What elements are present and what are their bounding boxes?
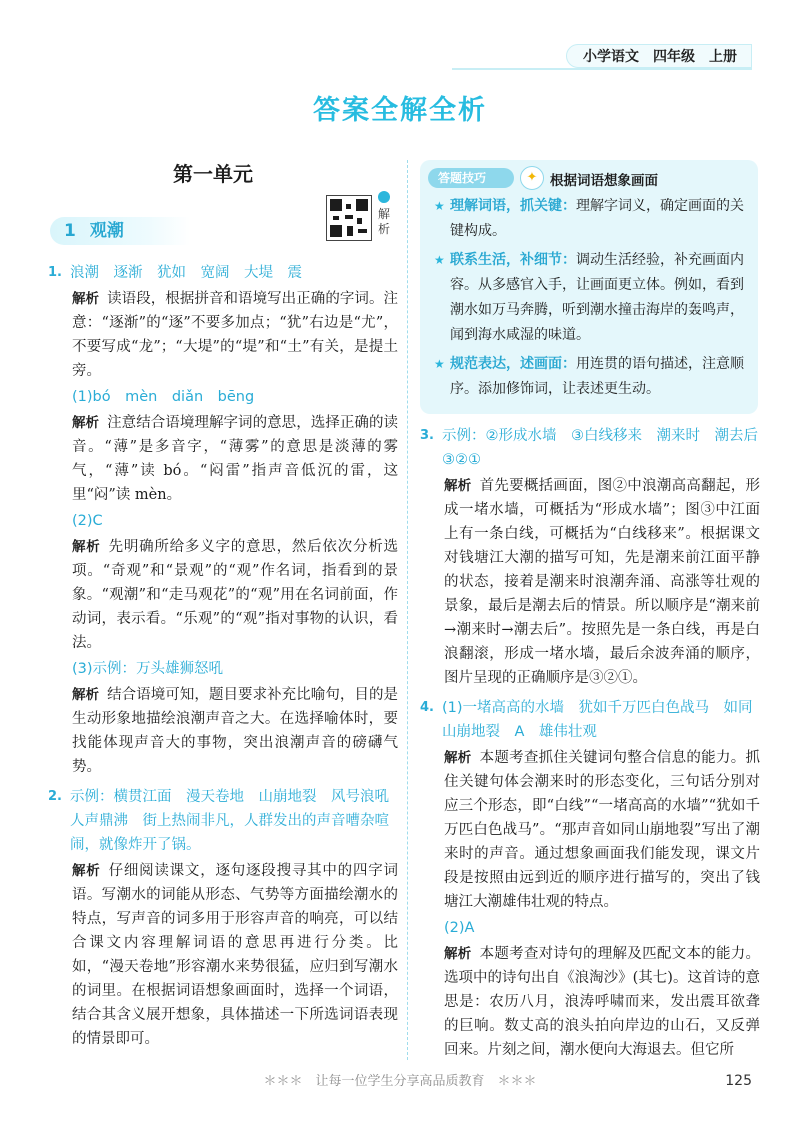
q1-sub1-answer: (1)bó mèn diǎn bēng	[72, 389, 255, 405]
q3-analysis-text: 首先要概括画面，图②中浪潮高高翻起，形成一堵水墙，可概括为“形成水墙”；图③中江面上有一条白线，可概括为“白线移来”。根据课文对钱塘江大潮的描写可知，先是潮来前江面平静的状态，接着是潮来时浪潮奔涌、高涨等壮观的景象，最后是潮去后的情景。所以顺序是“潮来前→潮来时→潮去后”。按照先是一条白线，再是白浪翻滚，形成一堵水墙，最后余波奔涌的顺序，图片呈现的正确顺序是③②①。	[444, 478, 761, 686]
analysis-label: 解析	[72, 863, 101, 879]
lesson-tag	[50, 217, 190, 245]
tip-item	[434, 352, 744, 402]
q1-sub3-answer: (3)示例：万头雄狮怒吼	[72, 661, 224, 677]
unit-title: 第一单元	[173, 162, 253, 186]
analysis-label: 解析	[72, 687, 100, 703]
left-column	[48, 150, 404, 1051]
tip-item-head: 理解词语，抓关键：	[450, 198, 576, 214]
q4-analysis	[420, 746, 760, 914]
qr-label: 解析	[378, 207, 391, 236]
q2-number: 2.	[48, 789, 62, 804]
star-icon: ★	[434, 253, 445, 267]
q1-analysis-text: 读语段，根据拼音和语境写出正确的字词。注意：“逐渐”的“逐”不要多加点；“犹”右边是“尤”，不要写成“龙”；“大堤”的“堤”和“土”有关，是提土旁。	[72, 291, 399, 379]
tip-item-text: 理解字词义，确定画面的关键构成。	[450, 198, 744, 239]
q4-answer	[420, 696, 760, 744]
q2-answer-text: 示例：横贯江面 漫天卷地 山崩地裂 风号浪吼 人声鼎沸 街上热闹非凡，人群发出的声音嘈杂喧闹，就像炸开了锅。	[70, 789, 404, 853]
tip-box	[420, 160, 758, 414]
q4-number: 4.	[420, 700, 434, 715]
q1-sub1-analysis	[48, 411, 398, 507]
header-tag	[566, 44, 752, 68]
header-rule	[452, 68, 752, 70]
q1-analysis	[48, 287, 398, 383]
analysis-label: 解析	[72, 415, 100, 431]
header-grade: 四年级	[653, 49, 695, 65]
footer-slogan: ＊＊＊ 让每一位学生分享高品质教育 ＊＊＊	[263, 1074, 537, 1089]
tip-title: 根据词语想象画面	[550, 173, 658, 189]
q3-number: 3.	[420, 428, 434, 443]
q1-sub2-answer: (2)C	[72, 513, 103, 529]
q1-number: 1.	[48, 265, 62, 280]
qr-code-icon[interactable]	[326, 195, 372, 241]
q1-sub1-analysis-text: 注意结合语境理解字词的意思，选择正确的读音。“薄”是多音字，“薄雾”的意思是淡薄的雾气，“薄”读 bó。“闷雷”指声音低沉的雷，这里“闷”读 mèn。	[72, 415, 399, 503]
q4-sub2-analysis	[420, 942, 760, 1062]
lesson-header	[48, 195, 398, 255]
lesson-number: 1	[64, 221, 76, 241]
tip-item-text: 用连贯的语句描述，注意顺序。添加修饰词，让表述更生动。	[450, 356, 744, 397]
header-subject: 小学语文	[583, 49, 639, 65]
q2-analysis-text: 仔细阅读课文，逐句逐段搜寻其中的四字词语。写潮水的词能从形态、气势等方面描绘潮水的特点，写声音的词多用于形容声音的响亮，可以结合课文内容理解词语的意思再进行分类。比如，“漫天卷地”形容潮水来势很猛，应归到写潮水的词里。在根据词语想象画面时，选择一个词语，结合其含义展开想象，具体描述一下所选词语表现的情景即可。	[72, 863, 399, 1047]
q4-sub2-analysis-text: 本题考查对诗句的理解及匹配文本的能力。选项中的诗句出自《浪淘沙》(其七)。这首诗的意思是：农历八月，浪涛呼啸而来，发出震耳欲聋的巨响。数丈高的浪头拍向岸边的山石，又反弹回来。片刻之间，潮水便向大海退去。但它所	[444, 946, 761, 1058]
analysis-label: 解析	[444, 946, 472, 962]
star-icon: ★	[434, 199, 445, 213]
tip-item-head: 规范表达，述画面：	[450, 356, 576, 372]
q4-analysis-text: 本题考查抓住关键词句整合信息的能力。抓住关键句体会潮来时的形态变化，三句话分别对应三个形态，即“白线”“一堵高高的水墙”“犹如千万匹白色战马”。“那声音如同山崩地裂”写出了潮来时的声音。通过想象画面我们能发现，课文片段是按照由远到近的顺序进行描写的，突出了钱塘江大潮雄伟壮观的特点。	[444, 750, 761, 910]
analysis-label: 解析	[444, 478, 472, 494]
lightbulb-icon: ✦	[520, 166, 544, 190]
header-volume: 上册	[709, 49, 737, 65]
q3-answer	[420, 424, 773, 472]
q1-answer-text: 浪潮 逐渐 犹如 宽阔 大堤 震	[70, 265, 302, 281]
q1-sub3-analysis-text: 结合语境可知，题目要求补充比喻句，目的是生动形象地描绘浪潮声音之大。在选择喻体时，要找能体现声音大的事物，突出浪潮声音的磅礴气势。	[72, 687, 399, 775]
q4-sub2-answer: (2)A	[444, 920, 475, 936]
tip-item-text: 调动生活经验，补充画面内容。从多感官入手，让画面更立体。例如，看到潮水如万马奔腾，听到潮水撞击海岸的轰鸣声，闻到海水咸湿的味道。	[450, 252, 744, 343]
tip-item	[434, 248, 744, 348]
tip-badge: 答题技巧	[428, 168, 514, 188]
q4-answer-text: (1)一堵高高的水墙 犹如千万匹白色战马 如同山崩地裂 A 雄伟壮观	[442, 700, 753, 740]
q1-sub2-analysis	[48, 535, 398, 655]
column-divider	[407, 160, 408, 1060]
q3-analysis	[420, 474, 760, 690]
q1-sub3-analysis	[48, 683, 398, 779]
analysis-label: 解析	[72, 539, 101, 555]
tip-item-head: 联系生活，补细节：	[450, 252, 576, 268]
analysis-label: 解析	[444, 750, 472, 766]
play-icon[interactable]	[378, 191, 390, 203]
right-column	[420, 160, 773, 1062]
q1-answer	[48, 261, 398, 285]
q2-answer	[48, 785, 404, 857]
page-title: 答案全解全析	[313, 95, 487, 126]
lesson-title: 观潮	[89, 221, 124, 241]
analysis-label: 解析	[72, 291, 100, 307]
star-icon: ★	[434, 357, 445, 371]
q1-sub2-analysis-text: 先明确所给多义字的意思，然后依次分析选项。“奇观”和“景观”的“观”作名词，指看到的景象。“观潮”和“走马观花”的“观”用在名词前面，作动词，表示看。“乐观”的“观”指对事物的认识，看法。	[72, 539, 399, 651]
q3-answer-text: 示例：②形成水墙 ③白线移来 潮来时 潮去后 ③②①	[442, 428, 773, 468]
page-number: 125	[725, 1073, 752, 1089]
q2-analysis	[48, 859, 398, 1051]
tip-item	[434, 194, 744, 244]
